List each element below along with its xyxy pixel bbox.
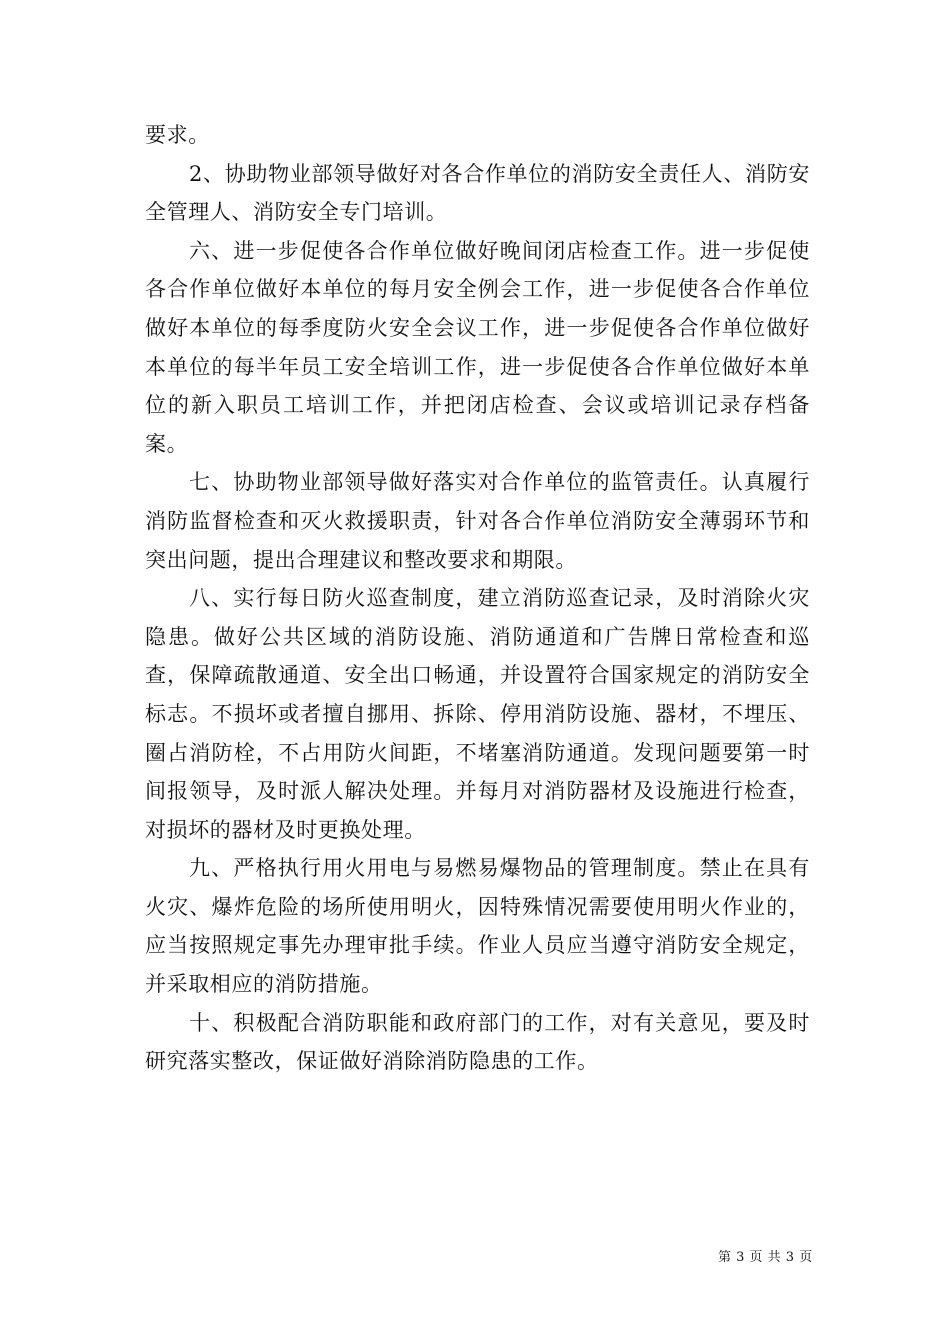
document-body [145, 116, 810, 1081]
paragraph-item-nine: 九、严格执行用火用电与易燃易爆物品的管理制度。禁止在具有火灾、爆炸危险的场所使用明火，因特殊情况需要使用明火作业的，应当按照规定事先办理审批手续。作业人员应当遵守消防安全规定，并采取相应的消防措施。 [145, 856, 810, 997]
paragraph-continuation: 要求。 [145, 123, 210, 147]
paragraph-item-ten: 十、积极配合消防职能和政府部门的工作，对有关意见，要及时研究落实整改，保证做好消除消防隐患的工作。 [145, 1010, 810, 1074]
paragraph-item-six: 六、进一步促使各合作单位做好晚间闭店检查工作。进一步促使各合作单位做好本单位的每月安全例会工作，进一步促使各合作单位做好本单位的每季度防火安全会议工作，进一步促使各合作单位做好本单位的每半年员工安全培训工作，进一步促使各合作单位做好本单位的新入职员工培训工作，并把闭店检查、会议或培训记录存档备案。 [145, 238, 810, 456]
paragraph-item-seven: 七、协助物业部领导做好落实对合作单位的监管责任。认真履行消防监督检查和灭火救援职责，针对各合作单位消防安全薄弱环节和突出问题，提出合理建议和整改要求和期限。 [145, 470, 810, 572]
paragraph-item-eight: 八、实行每日防火巡查制度，建立消防巡查记录，及时消除火灾隐患。做好公共区域的消防设施、消防通道和广告牌日常检查和巡查，保障疏散通道、安全出口畅通，并设置符合国家规定的消防安全标志。不损坏或者擅自挪用、拆除、停用消防设施、器材，不埋压、圈占消防栓，不占用防火间距，不堵塞消防通道。发现问题要第一时间报领导，及时派人解决处理。并每月对消防器材及设施进行检查，对损坏的器材及时更换处理。 [145, 586, 810, 842]
paragraph-item-2: 2、协助物业部领导做好对各合作单位的消防安全责任人、消防安全管理人、消防安全专门培训。 [145, 161, 810, 225]
page-number-footer: 第 3 页 共 3 页 [718, 1250, 813, 1265]
